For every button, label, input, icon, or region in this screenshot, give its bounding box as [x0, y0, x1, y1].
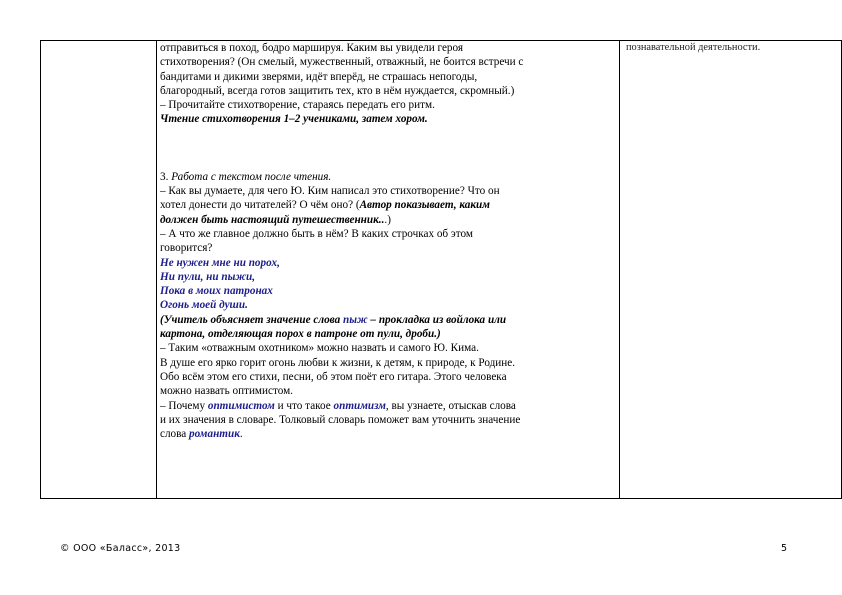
- poem-line: Ни пули, ни пыжи,: [160, 270, 256, 283]
- text-line: – Как вы думаете, для чего Ю. Ким написал это стихотворение? Что он: [160, 185, 500, 198]
- text-line: В душе его ярко горит огонь любви к жизни, к детям, к природе, к Родине.: [160, 356, 516, 369]
- text-span: – прокладка из войлока или: [367, 313, 507, 326]
- text-line: Обо всём этом его стихи, песни, об этом поёт его гитара. Этого человека: [160, 370, 507, 383]
- reading-instruction: Чтение стихотворения 1–2 учениками, затем хором.: [160, 113, 428, 126]
- text-span: слова: [160, 428, 190, 441]
- text-span: .: [239, 428, 243, 441]
- page-number: 5: [781, 543, 788, 554]
- text-line: – Прочитайте стихотворение, стараясь передать его ритм.: [160, 99, 435, 112]
- table-row: [41, 41, 842, 499]
- text-line: [160, 427, 617, 441]
- text-span: и что такое: [274, 399, 334, 412]
- text-span: , вы узнаете, отыскав слова: [385, 399, 516, 412]
- text-line: – Таким «отважным охотником» можно назвать и самого Ю. Кима.: [160, 342, 479, 355]
- outcomes-text: познавательной деятельности.: [626, 42, 761, 53]
- outcomes-cell: [620, 41, 842, 499]
- spacer: [160, 127, 617, 170]
- teacher-note: [160, 313, 617, 327]
- answer-span: должен быть настоящий путешественник..: [160, 213, 385, 226]
- stage-cell: [41, 41, 157, 499]
- text-line: бандитами и дикими зверями, идёт вперёд, не страшась непогоды,: [160, 70, 478, 83]
- text-line: – А что же главное должно быть в нём? В каких строчках об этом: [160, 227, 473, 240]
- section-number: 3.: [160, 170, 172, 183]
- text-line: отправиться в поход, бодро маршируя. Каким вы увидели героя: [160, 42, 464, 54]
- poem-line: Пока в моих патронах: [160, 285, 273, 298]
- answer-span: Автор показывает, каким: [359, 199, 490, 212]
- copyright-footer: © ООО «Баласс», 2013: [60, 543, 181, 554]
- text-line: и их значения в словаре. Толковый словарь поможет вам уточнить значение: [160, 413, 521, 426]
- teacher-note: картона, отделяющая порох в патроне от пули, дроби.): [160, 328, 441, 341]
- text-line: стихотворения? (Он смелый, мужественный, отважный, не боится встречи с: [160, 56, 524, 69]
- text-line: [160, 399, 617, 413]
- section-heading: [160, 170, 617, 184]
- text-span: .): [384, 213, 391, 226]
- text-span: – Почему: [160, 399, 208, 412]
- vocab-word: оптимистом: [207, 399, 275, 412]
- vocab-word: романтик: [189, 428, 240, 441]
- text-span: хотел донести до читателей? О чём оно? (: [160, 199, 360, 212]
- vocab-word: пыж: [342, 313, 368, 326]
- poem-line: Огонь моей души.: [160, 299, 248, 312]
- text-line: говорится?: [160, 242, 213, 255]
- vocab-word: оптимизм: [333, 399, 386, 412]
- text-line: можно назвать оптимистом.: [160, 385, 293, 398]
- text-span: (Учитель объясняет значение слова: [160, 313, 343, 326]
- section-title: Работа с текстом после чтения.: [171, 170, 332, 183]
- text-line: [160, 198, 617, 212]
- poem-line: Не нужен мне ни порох,: [160, 256, 280, 269]
- text-line: [160, 213, 617, 227]
- content-cell: [157, 41, 620, 499]
- text-line: благородный, всегда готов защитить тех, кто в нём нуждается, скромный.): [160, 84, 515, 97]
- lesson-table: [40, 40, 842, 499]
